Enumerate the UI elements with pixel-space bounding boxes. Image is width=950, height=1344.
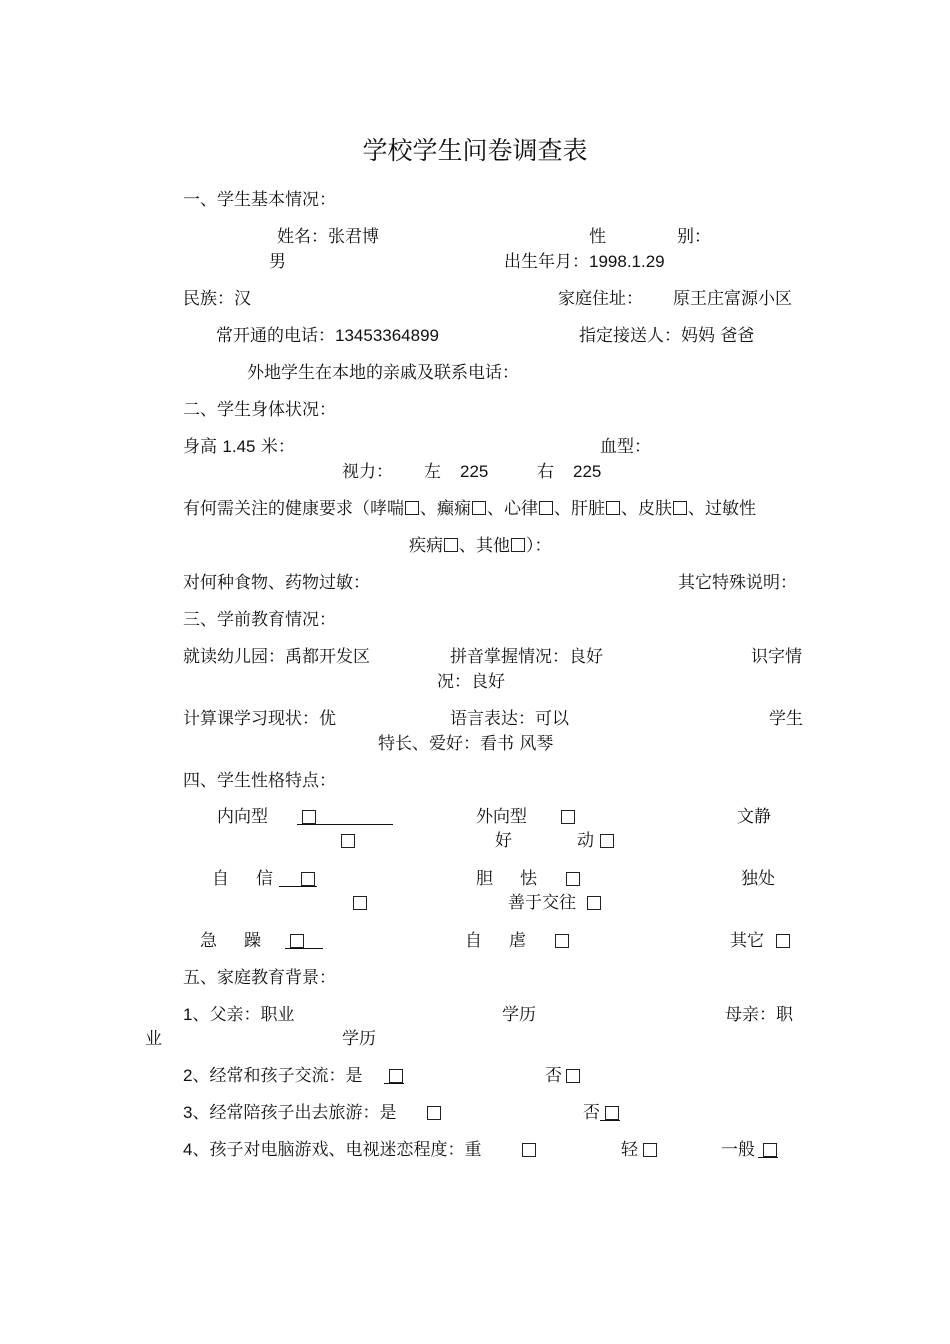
epilepsy-label: 、癫痫 bbox=[420, 499, 471, 519]
vision-left-label: 左 bbox=[424, 462, 441, 482]
q3-number: 3 bbox=[183, 1103, 193, 1122]
gaming-question bbox=[183, 1139, 481, 1161]
phone-label: 常开通的电话： bbox=[216, 326, 335, 346]
epilepsy-checkbox[interactable] bbox=[472, 501, 486, 515]
health-suffix: ）： bbox=[526, 536, 552, 556]
vision-right-label: 右 bbox=[537, 462, 554, 482]
relatives-contact: 外地学生在本地的亲戚及联系电话： bbox=[247, 363, 519, 383]
pinyin-field: 拼音掌握情况：良好 bbox=[450, 647, 603, 667]
communication-question bbox=[183, 1065, 362, 1087]
travel-no-checkbox[interactable] bbox=[605, 1106, 619, 1120]
impatient-checkbox[interactable] bbox=[290, 934, 304, 948]
communication-no-label: 否 bbox=[545, 1066, 562, 1086]
impatient-label-a: 急 bbox=[200, 931, 217, 951]
heart-checkbox[interactable] bbox=[539, 501, 553, 515]
section-heading-health: 二、学生身体状况： bbox=[183, 400, 336, 420]
health-prefix: 有何需关注的健康要求（ bbox=[183, 499, 370, 519]
active-checkbox[interactable] bbox=[600, 834, 614, 848]
travel-label: 、经常陪孩子出去旅游：是 bbox=[192, 1103, 397, 1123]
vision-left-value: 225 bbox=[460, 462, 489, 481]
height-label: 身高 bbox=[183, 437, 217, 457]
birth-label: 出生年月： bbox=[504, 252, 589, 272]
father-occupation-label: 、父亲：职业 bbox=[192, 1005, 295, 1025]
height-unit: 米： bbox=[260, 437, 295, 457]
gender-value: 男 bbox=[269, 252, 286, 272]
q4-number: 4 bbox=[183, 1140, 193, 1159]
communication-yes-underline bbox=[384, 1083, 404, 1084]
timid-label-a: 胆 bbox=[476, 869, 493, 889]
birth-date bbox=[504, 251, 665, 273]
section-heading-personality: 四、学生性格特点： bbox=[183, 771, 336, 791]
allergic-label: 、过敏性 bbox=[688, 499, 756, 519]
vision-right-value: 225 bbox=[573, 462, 602, 481]
alone-label: 独处 bbox=[741, 869, 775, 889]
ethnicity-field: 民族：汉 bbox=[183, 289, 251, 309]
inferior-label-a: 自 bbox=[465, 931, 482, 951]
timid-label-b: 怯 bbox=[520, 869, 537, 889]
allergy-field: 对何种食物、药物过敏： bbox=[183, 573, 370, 593]
page-title: 学校学生问卷调查表 bbox=[362, 136, 588, 165]
timid-checkbox[interactable] bbox=[566, 872, 580, 886]
confident-label-a: 自 bbox=[212, 869, 229, 889]
quiet-label: 文静 bbox=[737, 807, 771, 827]
mother-education: 学历 bbox=[342, 1029, 376, 1049]
other-health-label: 、其他 bbox=[459, 536, 510, 556]
father-education: 学历 bbox=[502, 1005, 536, 1025]
introvert-label: 内向型 bbox=[217, 807, 268, 827]
social-checkbox[interactable] bbox=[587, 896, 601, 910]
other-personality-checkbox[interactable] bbox=[776, 934, 790, 948]
address-label: 家庭住址： bbox=[558, 289, 643, 309]
kindergarten-field: 就读幼儿园：禹都开发区 bbox=[183, 647, 370, 667]
inferior-checkbox[interactable] bbox=[555, 934, 569, 948]
active-label-a: 好 bbox=[495, 831, 512, 851]
inferior-label-b: 虐 bbox=[509, 931, 526, 951]
special-notes: 其它特殊说明： bbox=[678, 573, 797, 593]
height-value: 1.45 bbox=[222, 437, 256, 456]
other-health-checkbox[interactable] bbox=[511, 538, 525, 552]
birth-value: 1998.1.29 bbox=[589, 252, 665, 271]
quiet-checkbox[interactable] bbox=[341, 834, 355, 848]
active-label-b: 动 bbox=[577, 831, 594, 851]
confident-label-b: 信 bbox=[256, 869, 273, 889]
section-heading-preschool: 三、学前教育情况： bbox=[183, 610, 336, 630]
communication-label: 、经常和孩子交流：是 bbox=[192, 1066, 363, 1086]
q1-number: 1 bbox=[183, 1005, 193, 1024]
asthma-label: 哮喘 bbox=[370, 499, 404, 519]
communication-yes-checkbox[interactable] bbox=[389, 1069, 403, 1083]
father-occupation bbox=[183, 1004, 294, 1026]
health-requirements-cont bbox=[409, 535, 552, 557]
alone-checkbox[interactable] bbox=[353, 896, 367, 910]
mother-occupation-b: 业 bbox=[145, 1029, 162, 1049]
extrovert-checkbox[interactable] bbox=[561, 810, 575, 824]
health-requirements bbox=[183, 498, 756, 520]
liver-label: 、肝脏 bbox=[554, 499, 605, 519]
phone-value: 13453364899 bbox=[335, 326, 440, 345]
section-heading-basic: 一、学生基本情况： bbox=[183, 190, 336, 210]
blood-type: 血型： bbox=[600, 437, 651, 457]
math-field: 计算课学习现状：优 bbox=[183, 709, 336, 729]
disease-label: 疾病 bbox=[409, 536, 443, 556]
impatient-underline bbox=[285, 948, 323, 949]
travel-yes-checkbox[interactable] bbox=[427, 1106, 441, 1120]
asthma-checkbox[interactable] bbox=[405, 501, 419, 515]
vision-label: 视力： bbox=[342, 462, 393, 482]
confident-underline bbox=[279, 886, 317, 887]
gender-label-b: 别： bbox=[677, 227, 711, 247]
impatient-label-b: 躁 bbox=[244, 931, 261, 951]
gaming-normal-checkbox[interactable] bbox=[763, 1143, 777, 1157]
talent-label-a: 学生 bbox=[769, 709, 803, 729]
heart-label: 、心律 bbox=[487, 499, 538, 519]
language-field: 语言表达：可以 bbox=[450, 709, 569, 729]
gender-label-a: 性 bbox=[589, 227, 606, 247]
communication-no-checkbox[interactable] bbox=[566, 1069, 580, 1083]
gaming-normal-underline bbox=[758, 1157, 778, 1158]
pickup-person: 指定接送人：妈妈 爸爸 bbox=[579, 326, 755, 346]
travel-no-label: 否 bbox=[583, 1103, 600, 1123]
other-personality-label: 其它 bbox=[730, 931, 764, 951]
allergic-disease-checkbox[interactable] bbox=[444, 538, 458, 552]
confident-checkbox[interactable] bbox=[301, 872, 315, 886]
liver-checkbox[interactable] bbox=[606, 501, 620, 515]
introvert-underline bbox=[297, 824, 393, 825]
section-heading-family: 五、家庭教育背景： bbox=[183, 968, 336, 988]
gaming-light-label: 轻 bbox=[621, 1140, 638, 1160]
travel-no-underline bbox=[600, 1120, 620, 1121]
skin-checkbox[interactable] bbox=[673, 501, 687, 515]
introvert-checkbox[interactable] bbox=[302, 810, 316, 824]
travel-question bbox=[183, 1102, 396, 1124]
extrovert-label: 外向型 bbox=[476, 807, 527, 827]
phone-field bbox=[216, 325, 439, 347]
talent-label-b: 特长、爱好：看书 风琴 bbox=[378, 734, 554, 754]
social-label: 善于交往 bbox=[508, 893, 576, 913]
mother-occupation-a: 母亲：职 bbox=[725, 1005, 793, 1025]
literacy-label-a: 识字情 bbox=[751, 647, 802, 667]
gaming-heavy-checkbox[interactable] bbox=[522, 1143, 536, 1157]
height-field bbox=[183, 436, 295, 458]
address-value: 原王庄富源小区 bbox=[673, 289, 792, 309]
literacy-label-b: 况：良好 bbox=[437, 672, 505, 692]
gaming-light-checkbox[interactable] bbox=[643, 1143, 657, 1157]
gaming-normal-label: 一般 bbox=[721, 1140, 755, 1160]
name-field: 姓名：张君博 bbox=[277, 227, 379, 247]
skin-label: 、皮肤 bbox=[621, 499, 672, 519]
gaming-label: 、孩子对电脑游戏、电视迷恋程度：重 bbox=[192, 1140, 482, 1160]
q2-number: 2 bbox=[183, 1066, 193, 1085]
